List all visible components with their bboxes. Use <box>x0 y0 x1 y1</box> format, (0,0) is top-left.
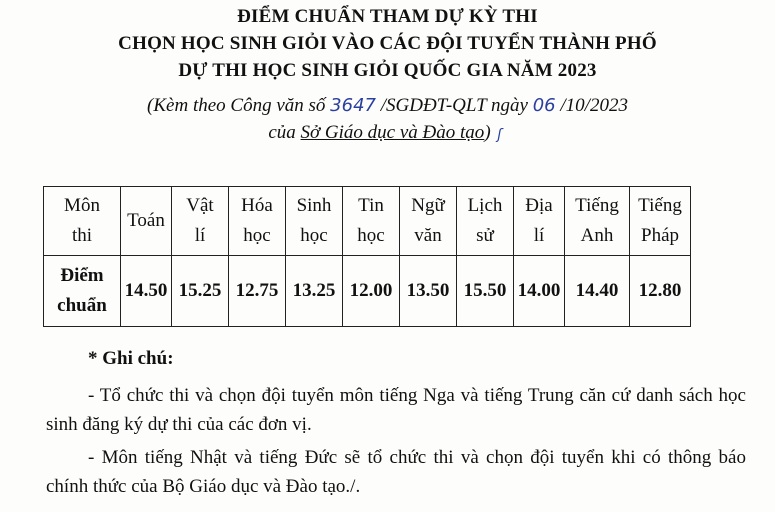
subject-name-cell <box>229 187 286 256</box>
reference-line-1 <box>0 95 775 117</box>
subject-name-line: lí <box>194 225 206 246</box>
reference-date-rest: /10/2023 <box>555 95 628 116</box>
subject-name-line: Toán <box>127 210 165 231</box>
handwritten-check-icon: ʃ <box>497 126 502 143</box>
cutoff-score-cell: 14.00 <box>514 256 565 327</box>
cutoff-score-cell: 15.50 <box>457 256 514 327</box>
subject-header-label <box>44 187 121 256</box>
subject-name-cell <box>565 187 630 256</box>
cutoff-score-cell: 12.00 <box>343 256 400 327</box>
subject-name-cell <box>286 187 343 256</box>
note-item <box>46 381 746 439</box>
subject-name-line: Ngữ <box>411 195 445 216</box>
handwritten-doc-number: 3647 <box>330 95 376 116</box>
subject-name-line: Địa <box>525 195 553 216</box>
reference-line2-prefix: của <box>268 122 301 143</box>
subject-name-cell <box>121 187 172 256</box>
handwritten-day: 06 <box>532 95 556 116</box>
score-label-line-1: Điểm <box>60 265 104 286</box>
subject-name-line: văn <box>414 225 442 246</box>
note-text: - Môn tiếng Nhật và tiếng Đức sẽ tổ chức thi và chọn đội tuyển khi có thông báo chính thức của Bộ Giáo dục và Đào tạo./. <box>46 447 746 497</box>
subject-name-cell <box>514 187 565 256</box>
subject-name-line: sử <box>476 225 494 246</box>
note-text: - Tổ chức thi và chọn đội tuyển môn tiếng Nga và tiếng Trung căn cứ danh sách học sinh đăng ký dự thi của các đơn vị. <box>46 385 746 435</box>
subject-name-line: Tiếng <box>575 195 619 216</box>
score-label-line-2: chuẩn <box>57 295 107 316</box>
subject-name-line: học <box>243 225 271 246</box>
cutoff-score-table <box>43 186 691 327</box>
note-item <box>46 443 746 501</box>
document-title-line-1: ĐIỂM CHUẨN THAM DỰ KỲ THI <box>237 6 538 27</box>
cutoff-score-cell: 14.40 <box>565 256 630 327</box>
score-row-label <box>44 256 121 327</box>
subject-name-cell <box>457 187 514 256</box>
cutoff-score-cell: 14.50 <box>121 256 172 327</box>
cutoff-score-cell: 15.25 <box>172 256 229 327</box>
notes-title: * Ghi chú: <box>88 348 174 369</box>
subject-name-line: Hóa <box>241 195 273 216</box>
subject-header-row <box>44 187 691 256</box>
document-title-line-3: DỰ THI HỌC SINH GIỎI QUỐC GIA NĂM 2023 <box>178 60 597 81</box>
score-row <box>44 256 691 327</box>
subject-name-cell <box>630 187 691 256</box>
subject-name-line: Lịch <box>467 195 503 216</box>
subject-name-cell <box>172 187 229 256</box>
subject-name-line: Sinh <box>296 195 332 216</box>
subject-name-line: học <box>300 225 328 246</box>
subject-name-cell <box>400 187 457 256</box>
subject-name-line: Tiếng <box>638 195 682 216</box>
cutoff-score-cell: 13.25 <box>286 256 343 327</box>
reference-line-2 <box>0 122 775 144</box>
cutoff-score-cell: 12.75 <box>229 256 286 327</box>
reference-issuer: Sở Giáo dục và Đào tạo <box>300 122 485 143</box>
subject-name-line: Pháp <box>641 225 679 246</box>
cutoff-score-cell: 13.50 <box>400 256 457 327</box>
reference-prefix: (Kèm theo Công văn số <box>147 95 331 116</box>
reference-doc-suffix: /SGDĐT-QLT ngày <box>375 95 533 116</box>
document-title-line-2: CHỌN HỌC SINH GIỎI VÀO CÁC ĐỘI TUYỂN THÀNH PHỐ <box>118 33 657 54</box>
cutoff-score-cell: 12.80 <box>630 256 691 327</box>
header-label-line-1: Môn <box>64 195 100 216</box>
subject-name-line: học <box>357 225 385 246</box>
subject-name-line: Vật <box>186 195 214 216</box>
reference-line2-suffix: ) <box>484 122 491 143</box>
subject-name-line: Anh <box>580 225 614 246</box>
header-label-line-2: thi <box>71 225 93 246</box>
subject-name-line: Tin <box>358 195 384 216</box>
subject-name-line: lí <box>533 225 545 246</box>
subject-name-cell <box>343 187 400 256</box>
